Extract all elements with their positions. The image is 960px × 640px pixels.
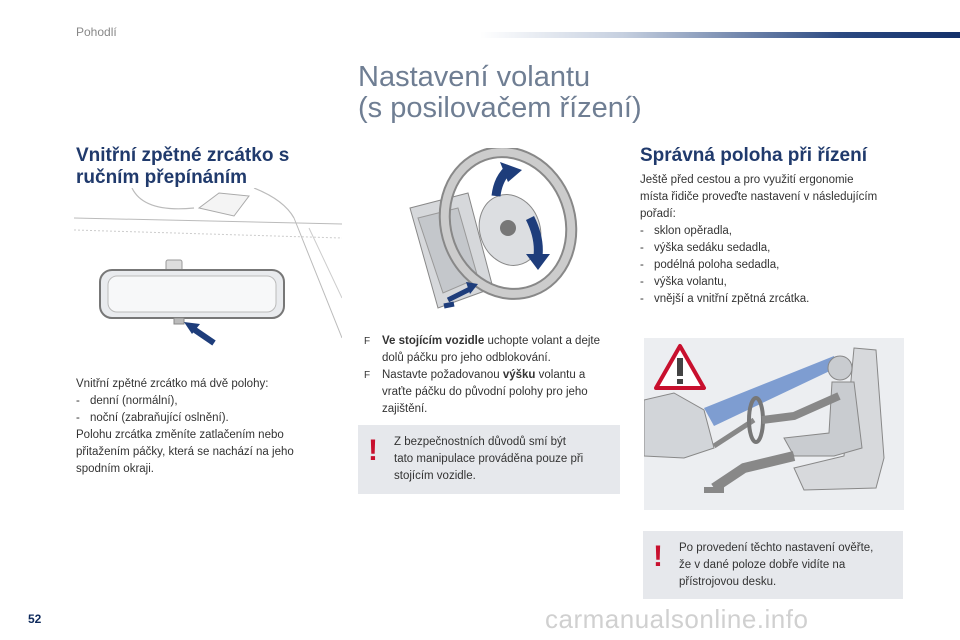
mirror-illustration [74,188,342,366]
step-text: vraťte páčku do původní polohy pro jeho [382,386,588,398]
mirror-intro: Vnitřní zpětné zrcátko má dvě polohy: [76,378,269,390]
list-item [640,257,910,274]
mirror-text-line: přitažením páčky, která se nachází na jeho [76,446,294,458]
list-item [76,410,336,427]
steering-wheel-illustration [398,148,588,318]
list-item-text: sklon opěradla, [654,225,732,237]
page-number: 52 [28,612,42,626]
mirror-heading-line2: ručním přepínáním [76,167,248,188]
page-title-line1: Nastavení volantu [358,61,591,93]
step-bold-text: Ve stojícím vozidle [382,335,485,347]
mirror-text-line: spodním okraji. [76,463,154,475]
list-item-text: vnější a vnitřní zpětná zrcátka. [654,293,810,305]
mirror-description [76,376,336,478]
list-item-text: výška volantu, [654,276,727,288]
safety-warning-text [394,434,608,485]
step-item [364,367,622,418]
watermark: carmanualsonline.info [545,604,809,634]
exclamation-icon: ! [653,540,663,573]
mirror-positions-list [76,393,336,427]
mirror-text-line: Polohu zrcátka změníte zatlačením nebo [76,429,284,441]
warning-line: Po provedení těchto nastavení ověřte, [679,542,874,554]
safety-warning-box [358,425,620,494]
page-title-line2: (s posilovačem řízení) [358,92,642,124]
warning-line: přístrojovou desku. [679,576,777,588]
step-text: Nastavte požadovanou [382,369,503,381]
list-dash: - [640,259,644,271]
list-item [640,274,910,291]
driving-position-heading [640,145,930,167]
step-text: dolů páčku pro jeho odblokování. [382,352,551,364]
warning-line: že v dané poloze dobře vidíte na [679,559,846,571]
list-item-text: výška sedáku sedadla, [654,242,771,254]
step-text: volantu a [535,369,586,381]
check-warning-box [643,531,903,599]
check-warning-text [679,540,893,591]
driver-position-illustration [644,338,904,510]
list-dash: - [76,395,80,407]
step-text: zajištění. [382,403,428,415]
list-item-text: denní (normální), [90,395,178,407]
list-item-text: noční (zabraňující oslnění). [90,412,229,424]
warning-line: Z bezpečnostních důvodů smí být [394,436,566,448]
step-item [364,333,622,367]
list-dash: - [640,225,644,237]
step-bold-text: výšku [502,369,536,381]
driving-position-text [640,172,910,308]
section-label: Pohodlí [76,25,117,39]
intro-line: pořadí: [640,208,676,220]
step-text: uchopte volant a dejte [484,335,600,347]
driving-position-heading-text: Správná poloha při řízení [640,145,867,166]
list-item [76,393,336,410]
intro-line: Ještě před cestou a pro využití ergonomie [640,174,854,186]
mirror-heading-line1: Vnitřní zpětné zrcátko s [76,145,290,166]
page-title [358,62,642,124]
adjustment-order-list [640,223,910,308]
step-marker-icon: F [364,370,371,381]
steering-steps [364,333,622,418]
intro-line: místa řidiče proveďte nastavení v následujícím [640,191,878,203]
exclamation-icon: ! [368,434,378,467]
list-dash: - [640,242,644,254]
warning-line: tato manipulace prováděna pouze při [394,453,584,465]
list-item-text: podélná poloha sedadla, [654,259,780,271]
warning-line: stojícím vozidle. [394,470,476,482]
mirror-heading [76,145,336,189]
step-marker-icon: F [364,336,371,347]
list-dash: - [640,293,644,305]
list-dash: - [640,276,644,288]
list-item [640,240,910,257]
list-item [640,223,910,240]
list-dash: - [76,412,80,424]
header-bar [480,32,960,38]
list-item [640,291,910,308]
